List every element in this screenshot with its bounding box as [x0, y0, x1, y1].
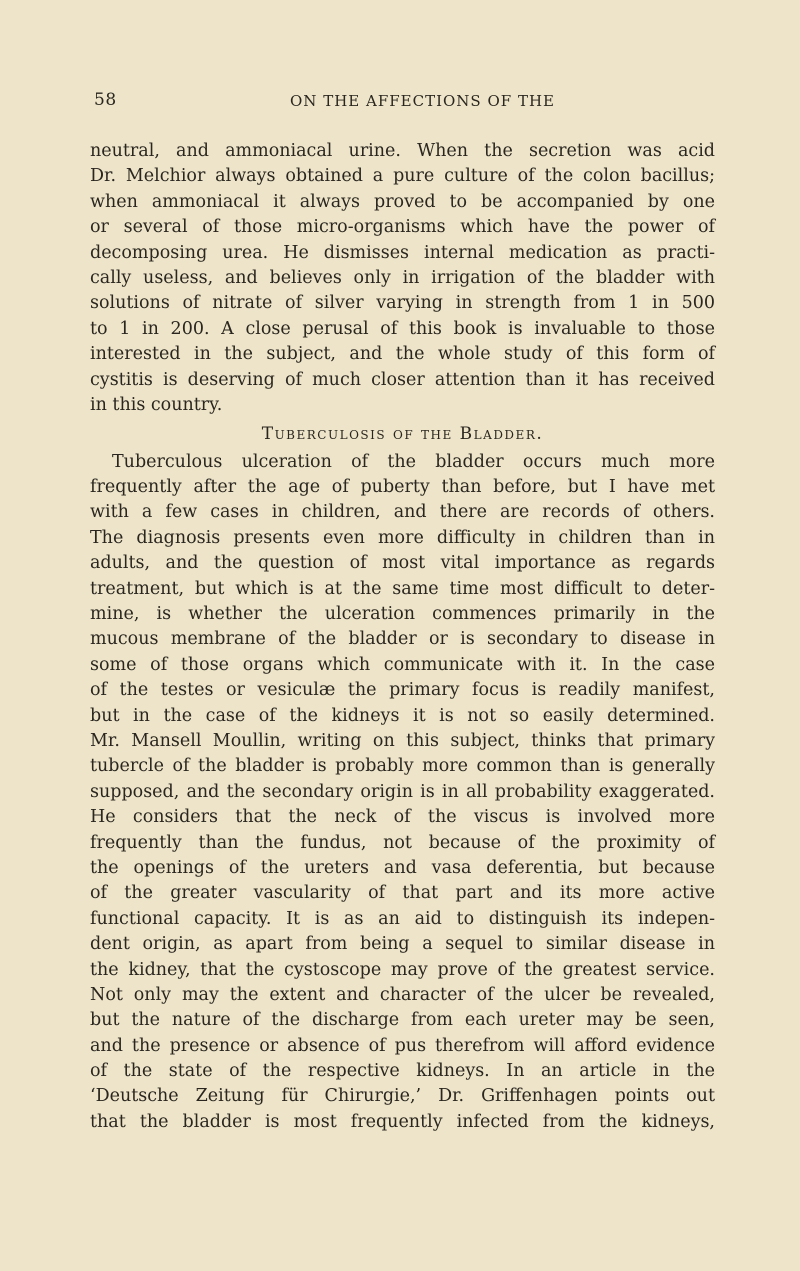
text-line: when ammoniacal it always proved to be accompanied by one: [90, 191, 715, 212]
text-line: but the nature of the discharge from each ureter may be seen,: [90, 1010, 715, 1031]
body-text: [90, 139, 715, 1135]
text-line: Dr. Melchior always obtained a pure culture of the colon bacillus;: [90, 166, 715, 187]
paragraph-1: [90, 139, 715, 418]
page-number: 58: [94, 90, 117, 110]
text-line: the openings of the ureters and vasa deferentia, but because: [90, 857, 715, 878]
text-line: or several of those micro-organisms which have the power of: [90, 217, 715, 238]
text-line: neutral, and ammoniacal urine. When the secretion was acid: [90, 141, 715, 161]
text-line: The diagnosis presents even more difficulty in children than in: [90, 527, 715, 548]
text-line: in this country.: [90, 394, 223, 415]
text-line: treatment, but which is at the same time most difficult to deter-: [90, 578, 715, 599]
text-line: decomposing urea. He dismisses internal medication as practi-: [90, 242, 715, 263]
text-line: Mr. Mansell Moullin, writing on this subject, thinks that primary: [90, 730, 715, 751]
text-line: frequently after the age of puberty than before, but I have met: [90, 477, 715, 498]
text-line: mine, is whether the ulceration commences primarily in the: [90, 604, 715, 625]
text-line: of the testes or vesiculæ the primary focus is readily manifest,: [90, 680, 715, 701]
section-heading: Tuberculosis of the Bladder.: [261, 424, 544, 445]
text-line: that the bladder is most frequently infected from the kidneys,: [90, 1111, 715, 1132]
running-title: ON THE AFFECTIONS OF THE: [290, 92, 555, 110]
text-line: mucous membrane of the bladder or is secondary to disease in: [90, 629, 715, 650]
text-line: solutions of nitrate of silver varying in strength from 1 in 500: [90, 293, 715, 314]
text-line: interested in the subject, and the whole study of this form of: [90, 344, 715, 365]
running-head: [90, 90, 715, 120]
text-line: functional capacity. It is as an aid to distinguish its indepen-: [90, 908, 715, 929]
text-line: Not only may the extent and character of the ulcer be revealed,: [90, 984, 715, 1005]
text-line: cally useless, and believes only in irrigation of the bladder with: [90, 267, 715, 288]
text-line: tubercle of the bladder is probably more common than is generally: [90, 756, 715, 777]
text-line: Tuberculous ulceration of the bladder occurs much more: [112, 451, 715, 472]
text-line: frequently than the fundus, not because of the proximity of: [90, 832, 715, 853]
text-line: to 1 in 200. A close perusal of this book is invaluable to those: [90, 318, 715, 339]
paragraph-2: [90, 450, 715, 1136]
text-line: some of those organs which communicate with it. In the case: [90, 654, 715, 675]
text-line: ‘Deutsche Zeitung für Chirurgie,’ Dr. Griffenhagen points out: [90, 1086, 715, 1107]
text-line: the kidney, that the cystoscope may prove of the greatest service.: [90, 959, 715, 980]
text-line: supposed, and the secondary origin is in all probability exaggerated.: [90, 781, 715, 802]
text-line: but in the case of the kidneys it is not so easily determined.: [90, 705, 715, 726]
text-line: adults, and the question of most vital importance as regards: [90, 553, 715, 574]
text-line: with a few cases in children, and there are records of others.: [90, 502, 715, 523]
book-page: [90, 90, 715, 1135]
text-line: dent origin, as apart from being a sequel to similar disease in: [90, 934, 715, 955]
text-line: of the greater vascularity of that part and its more active: [90, 883, 715, 904]
text-line: of the state of the respective kidneys. In an article in the: [90, 1061, 715, 1082]
text-line: He considers that the neck of the viscus is involved more: [90, 807, 715, 828]
text-line: and the presence or absence of pus therefrom will afford evidence: [90, 1035, 715, 1056]
text-line: cystitis is deserving of much closer attention than it has received: [90, 369, 715, 390]
